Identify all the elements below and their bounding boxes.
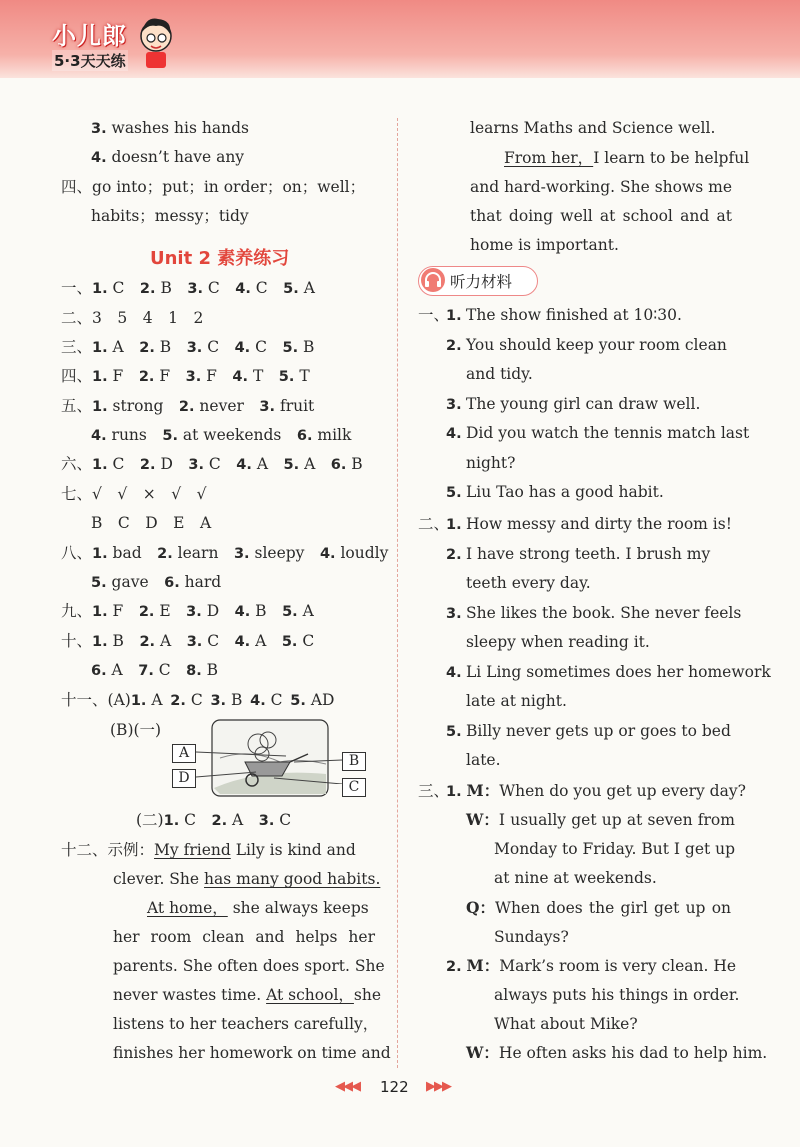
item-number: 5. [290,693,306,709]
answer-line: habits；messy；tidy [91,207,249,225]
listening-line: 4. Did you watch the tennis match last [446,424,750,442]
item-number: 2. [157,546,173,562]
answer-value: A [298,279,315,297]
item-number: 2. [170,693,186,709]
answer-value: fruit [275,397,315,415]
answer-value: AD [305,691,335,709]
item-number: 1. [92,546,108,562]
item-number: 6. [296,428,313,444]
label-box-c: C [342,778,366,797]
essay-line: 十二、示例：My friend Lily is kind and [61,841,356,859]
answer-value: A [251,455,269,473]
listening-line: night? [466,453,516,472]
item-number: 1. [163,813,180,829]
answer-value: C [202,279,220,297]
answer-row: 九、1. F 2. E 3. D 4. B 5. A [61,602,314,620]
answer-value: B [226,691,243,709]
listening-line: sleepy when reading it. [466,633,650,651]
listening-line: 3. The young girl can draw well. [446,394,701,413]
item-number: 4. [234,634,251,650]
answer-value: A [107,338,124,356]
listening-line: teeth every day. [466,574,591,592]
listening-line: 3. She likes the book. She never feels [446,603,742,622]
answer-value: C [204,455,221,473]
mascot-icon [138,14,174,70]
listening-material-label: 听力材料 [450,273,513,291]
answer-row: (B)(一) [110,721,162,739]
item-number: 2. [138,369,155,385]
answer-row: 八、1. bad 2. learn 3. sleepy 4. loudly [61,544,389,562]
item-number: 4. [235,281,251,297]
listening-line: 5. Liu Tao has a good habit. [446,483,664,501]
answer-row: 三、1. A 2. B 3. C 4. C 5. B [61,338,315,356]
answer-value: B [298,338,315,356]
answer-value: F [154,367,171,385]
answer-value: runs [106,426,147,444]
answer-value: A [299,455,316,473]
listening-line: late at night. [466,692,567,710]
answer-value: bad [107,544,142,562]
answer-row: 十一、(A)1. A 2. C 3. B 4. C 5. AD [61,691,335,709]
item-number: 2. [211,813,228,829]
section-marker: 二、 [418,515,450,533]
essay-line: parents. She often does sport. She [113,957,385,975]
item-number: 2. [178,399,195,415]
answer-row [91,425,351,446]
answer-row: 一、1. C 2. B 3. C 4. C 5. A [61,279,315,297]
item-number: 7. [138,663,154,679]
item-number: 5. [281,634,298,650]
dialogue-line: 2. M：Mark’s room is very clean. He [446,956,737,975]
answer-value: B [250,602,267,620]
label-box-d: D [172,769,196,788]
answer-line: 四、go into；put；in order；on；well； [61,178,366,196]
answer-value: D [155,455,173,473]
answer-value: C [265,691,283,709]
answer-line: 4. doesn’t have any [91,148,245,166]
dialogue-line: at nine at weekends. [494,869,657,887]
item-number: 1. [130,693,147,709]
essay-line: her room clean and helps her [113,928,375,946]
dialogue-line: What about Mike? [494,1015,638,1033]
item-number: 4. [232,369,249,385]
item-number: 2. [138,604,155,620]
essay-line: clever. She has many good habits. [113,870,381,888]
item-number: 3. [259,399,276,415]
item-number: 5. [278,369,295,385]
item-number: 1. [92,604,108,620]
answer-value: C [185,691,203,709]
answer-value: C [179,811,197,829]
answer-value: C [153,661,171,679]
essay-line: never wastes time. At school，she [113,986,382,1004]
answer-value: gave [106,573,149,591]
column-divider [397,118,398,1068]
answer-row: 四、1. F 2. F 3. F 4. T 5. T [61,367,310,385]
answer-value: D [201,602,220,620]
item-number: 2. [139,634,156,650]
answer-row: 五、1. strong 2. never 3. fruit [61,397,315,415]
listening-line: late. [466,751,501,769]
answer-value: B [107,632,124,650]
answer-value: learn [172,544,219,562]
item-number: 4. [250,693,266,709]
essay-line: From her，I learn to be helpful [504,149,750,167]
series-name: 5·3天天练 [54,52,126,70]
answer-row: 七、√ √ × √ √ [61,485,207,503]
answer-value: C [250,279,268,297]
answer-value: F [107,602,124,620]
dialogue-line: W：I usually get up at seven from [466,810,735,829]
answer-value: A [250,632,267,650]
item-number: 3. [185,369,202,385]
item-number: 5. [283,281,299,297]
answer-value: B [201,661,219,679]
item-number: 2. [139,340,155,356]
dialogue-line: Sundays? [494,928,569,946]
brand-logo: 小儿郎 [52,22,127,50]
listening-line: 1. How messy and dirty the room is! [446,515,732,533]
answer-value: A [227,811,244,829]
item-number: 3. [188,457,204,473]
item-number: 4. [234,340,251,356]
answer-row: 十、1. B 2. A 3. C 4. A 5. C [61,632,315,650]
answer-row [91,660,218,681]
headphones-icon [421,268,445,292]
answer-value: C [202,338,220,356]
answer-value: strong [107,397,164,415]
item-number: 4. [234,604,251,620]
label-box-a: A [172,744,196,763]
answer-value: T [294,367,310,385]
item-number: 3. [233,546,250,562]
item-number: 6. [91,663,107,679]
essay-line: that doing well at school and at [470,207,732,225]
essay-line: finishes her homework on time and [113,1044,391,1062]
item-number: 5. [282,604,298,620]
answer-value: B [155,279,172,297]
item-number: 6. [164,575,180,591]
answer-value: sleepy [249,544,305,562]
answer-value: F [201,367,217,385]
item-number: 1. [92,281,108,297]
listening-line: 2. I have strong teeth. I brush my [446,544,711,563]
item-number: 3. [186,634,203,650]
item-number: 3. [210,693,227,709]
dialogue-line: 1. M：When do you get up every day? [446,781,746,800]
answer-row: 二、3 5 4 1 2 [61,309,204,327]
answer-line: 3. washes his hands [91,119,249,137]
answer-value: B [346,455,363,473]
item-number: 5. [162,428,178,444]
item-number: 1. [92,399,108,415]
answer-value: A [146,691,163,709]
item-number: 2. [139,281,156,297]
item-number: 4. [236,457,252,473]
answer-value: F [107,367,124,385]
listening-line: 5. Billy never gets up or goes to bed [446,721,731,740]
dialogue-line: Q：When does the girl get up on [466,898,732,917]
connector-lines [196,744,346,784]
answer-value: T [248,367,264,385]
left-arrows-icon: ◀◀◀ [335,1079,359,1094]
item-number: 3. [186,340,203,356]
answer-row: (二)1. C 2. A 3. C [136,811,292,829]
label-box-b: B [342,752,366,771]
item-number: 5. [282,340,299,356]
answer-value: never [194,397,244,415]
item-number: 3. [258,813,275,829]
item-number: 1. [92,369,108,385]
item-number: 5. [283,457,300,473]
item-number: 6. [330,457,347,473]
dialogue-line: W：He often asks his dad to help him. [466,1043,768,1062]
right-arrows-icon: ▶▶▶ [426,1079,450,1094]
answer-value: C [297,632,315,650]
essay-line: home is important. [470,236,619,254]
dialogue-line: Monday to Friday. But I get up [494,840,736,858]
essay-line: At home， she always keeps [147,899,369,917]
section-marker: 一、 [418,306,450,324]
listening-line: and tidy. [466,365,533,383]
answer-value: B [154,338,172,356]
essay-line: learns Maths and Science well. [470,119,716,137]
answer-value: hard [179,573,222,591]
answer-value: A [297,602,314,620]
answer-value: milk [312,426,352,444]
answer-row: 六、1. C 2. D 3. C 4. A 5. A 6. B [61,455,363,473]
dialogue-line: always puts his things in order. [494,986,740,1004]
page-number: 122 [380,1078,409,1096]
answer-value: A [155,632,172,650]
answer-value: C [274,811,292,829]
answer-row [91,572,221,593]
essay-line: and hard-working. She shows me [470,178,732,196]
item-number: 5. [91,575,107,591]
listening-line: 4. Li Ling sometimes does her homework [446,662,771,681]
answer-value: at weekends [177,426,282,444]
answer-value: A [106,661,123,679]
listening-line: 1. The show finished at 10∶30. [446,306,682,324]
answer-value: C [107,279,125,297]
item-number: 1. [92,457,108,473]
item-number: 2. [139,457,156,473]
item-number: 4. [91,428,107,444]
answer-value: C [107,455,125,473]
answer-row: B C D E A [91,514,212,532]
item-number: 3. [187,281,203,297]
answer-value: C [202,632,220,650]
answer-value: E [154,602,171,620]
item-number: 1. [92,634,108,650]
listening-line: 2. You should keep your room clean [446,335,727,354]
item-number: 4. [319,546,336,562]
item-number: 1. [92,340,108,356]
item-number: 8. [186,663,202,679]
answer-value: loudly [335,544,389,562]
item-number: 3. [186,604,202,620]
section-marker: 三、 [418,782,450,800]
essay-line: listens to her teachers carefully， [113,1015,379,1033]
answer-value: C [250,338,267,356]
unit-title: Unit 2 素养练习 [150,248,290,269]
